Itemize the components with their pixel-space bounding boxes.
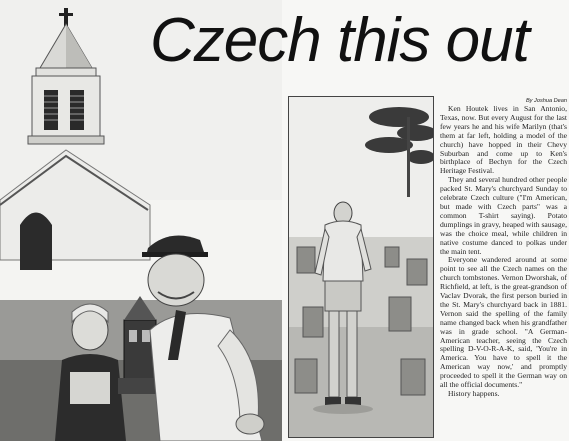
tombstone-man-illustration xyxy=(289,97,433,437)
article-paragraph: History happens. xyxy=(448,389,500,398)
byline: By Joshua Dean xyxy=(525,98,567,104)
article-paragraph: Everyone wandered around at some point to see all the Czech names on the church tombstones. Vernon Dworshak, of Richfield, at left, is the great-grandson of Vaclav Dvorak, the first person buried in the St. Mary's churchyard back in 1881. Vernon said the spelling of the family name changed back when his grandfather was in grade school. "A German-American teacher, seeing the Czech spelling D-V-O-R-A-K, said, 'You're in America. You have to spell it the American way now,' and promptly proceeded to spell it the German way on all the official documents." xyxy=(440,255,567,390)
article-column xyxy=(440,98,567,441)
article-paragraph: They and several hundred other people packed St. Mary's churchyard Sunday to celebrate Czech culture ("I'm American, but made with Czech parts" was a common T-shirt saying). Potato dumplings in gravy, heaped with sausage, was the choice meal, while children in native costume danced to polkas under the main tent. xyxy=(440,175,567,256)
article-paragraph: Ken Houtek lives in San Antonio, Texas, now. But every August for the last few years he and his wife Marilyn (that's them at far left, holding a model of the church) have hopped in their Chevy Suburban and come up to Ken's birthplace of Bechyn for the Czech Heritage Festival. xyxy=(440,104,567,176)
headline: Czech this out xyxy=(150,6,529,75)
tombstone-man-photo xyxy=(288,96,434,438)
